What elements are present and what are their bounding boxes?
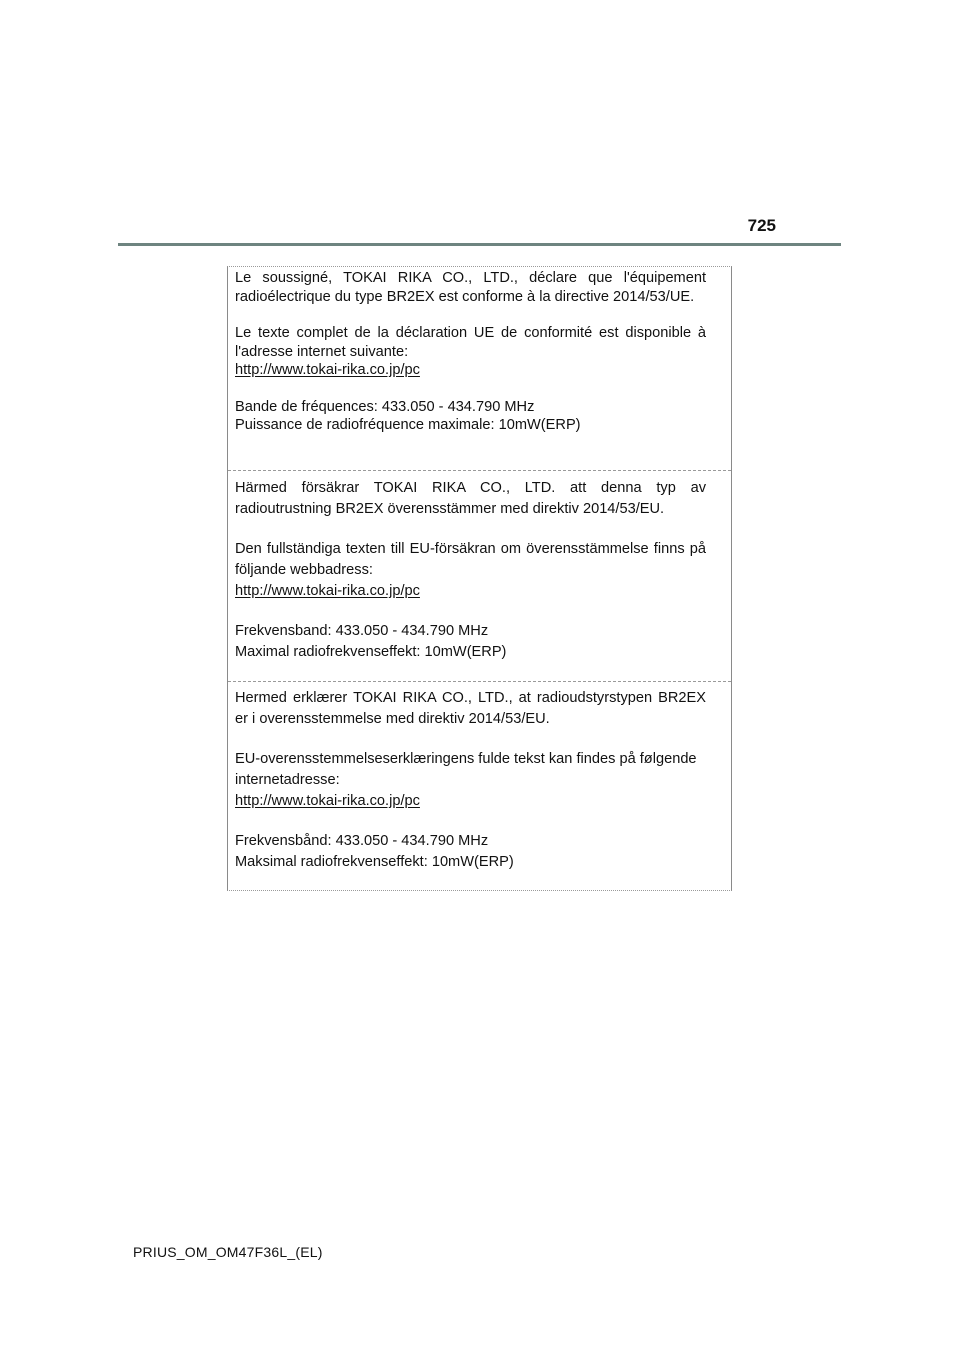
max-power: Puissance de radiofréquence maximale: 10mW(ERP)	[235, 417, 581, 433]
declaration-availability: Den fullständiga texten till EU-försäkran om överensstämmelse finns på följande webbadress:	[235, 541, 706, 578]
section-divider	[228, 681, 731, 682]
section-divider	[228, 470, 731, 471]
declaration-statement: Hermed erklærer TOKAI RIKA CO., LTD., at radioudstyrstypen BR2EX er i overensstemmelse med direktiv 2014/53/EU.	[235, 690, 706, 727]
declaration-statement: Le soussigné, TOKAI RIKA CO., LTD., déclare que l'équipement radioélectrique du type BR2EX est conforme à la directive 2014/53/UE.	[235, 270, 706, 305]
frequency-band: Frekvensbånd: 433.050 - 434.790 MHz	[235, 833, 489, 849]
declaration-availability: Le texte complet de la déclaration UE de conformité est disponible à l'adresse internet suivante:	[235, 325, 706, 360]
page-number: 725	[747, 216, 776, 235]
declaration-url-link[interactable]: http://www.tokai-rika.co.jp/pc	[235, 362, 420, 378]
declaration-availability: EU-overensstemmelseserklæringens fulde tekst kan findes på følgende internetadresse:	[235, 751, 697, 788]
frequency-band: Frekvensband: 433.050 - 434.790 MHz	[235, 623, 489, 639]
radio-equipment-declaration-box	[227, 266, 732, 891]
declaration-statement: Härmed försäkrar TOKAI RIKA CO., LTD. att denna typ av radioutrustning BR2EX överensstämmer med direktiv 2014/53/EU.	[235, 480, 706, 517]
header-rule	[118, 243, 841, 246]
declaration-url-link[interactable]: http://www.tokai-rika.co.jp/pc	[235, 793, 420, 809]
max-power: Maximal radiofrekvenseffekt: 10mW(ERP)	[235, 644, 507, 660]
frequency-band: Bande de fréquences: 433.050 - 434.790 MHz	[235, 398, 535, 415]
declaration-section-french	[228, 267, 731, 471]
document-code: PRIUS_OM_OM47F36L_(EL)	[133, 1244, 323, 1260]
declaration-section-danish	[228, 683, 731, 891]
max-power: Maksimal radiofrekvenseffekt: 10mW(ERP)	[235, 854, 514, 870]
declaration-url-link[interactable]: http://www.tokai-rika.co.jp/pc	[235, 583, 420, 599]
declaration-section-swedish	[228, 472, 731, 682]
